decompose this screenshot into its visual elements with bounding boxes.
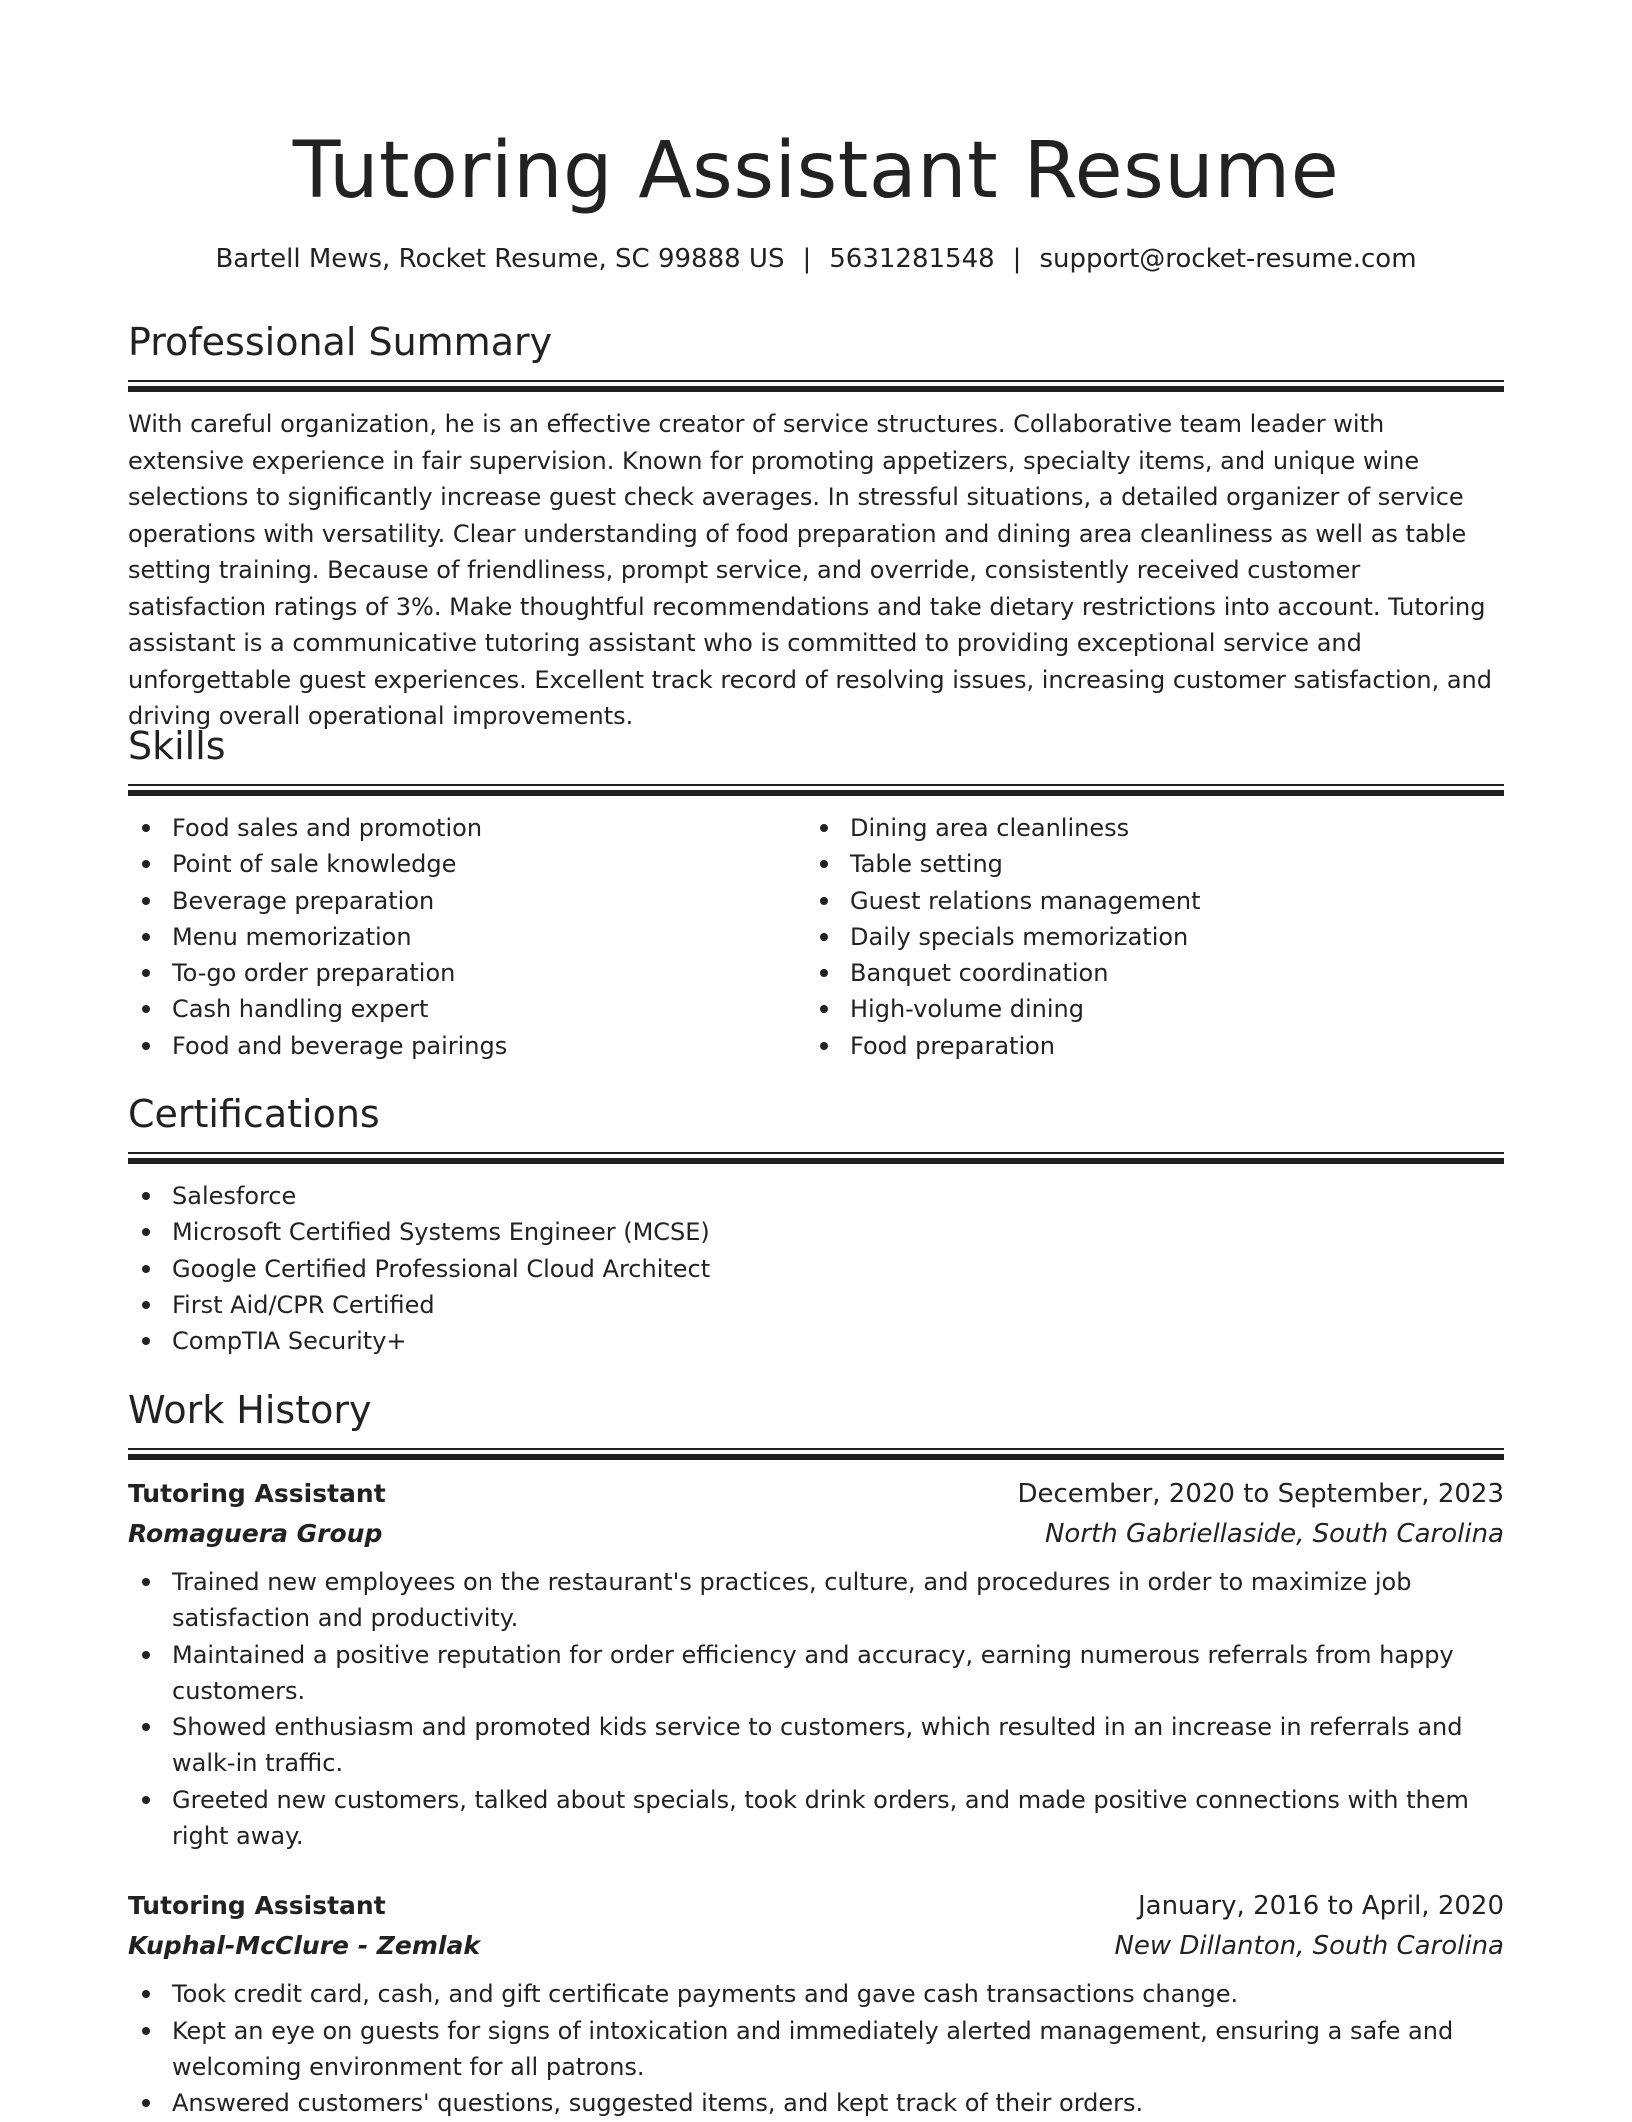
resume-title: Tutoring Assistant Resume bbox=[292, 126, 1340, 216]
job-dates: December, 2020 to September, 2023 bbox=[1017, 1479, 1504, 1509]
contact-phone[interactable]: 5631281548 bbox=[829, 244, 995, 274]
resume-page bbox=[128, 0, 1504, 2118]
skill-item: Food preparation bbox=[806, 1028, 1484, 1064]
job-duty-item: Took credit card, cash, and gift certificate payments and gave cash transactions change. bbox=[128, 1976, 1504, 2012]
certification-item: First Aid/CPR Certified bbox=[128, 1287, 1504, 1323]
job-subheader bbox=[128, 1514, 1504, 1554]
skill-item: To-go order preparation bbox=[128, 955, 806, 991]
skill-item: Beverage preparation bbox=[128, 883, 806, 919]
job-duties-list bbox=[128, 1976, 1504, 2121]
skills-section bbox=[128, 722, 1504, 1064]
job-duties-list bbox=[128, 1564, 1504, 1854]
contact-line bbox=[128, 242, 1504, 276]
contact-separator: | bbox=[802, 244, 812, 274]
certification-item: Google Certified Professional Cloud Architect bbox=[128, 1251, 1504, 1287]
skills-heading: Skills bbox=[128, 724, 226, 768]
job-title: Tutoring Assistant bbox=[128, 1891, 386, 1921]
contact-separator: | bbox=[1012, 244, 1022, 274]
skills-left-column bbox=[128, 810, 806, 1064]
summary-text: With careful organization, he is an effective creator of service structures. Collaborative team leader with extensive experience in fair supervision. Known for promoting appetizers, specialty items, and unique wine selections to significantly increase guest check averages. In stressful situations, a detailed organizer of service operations with versatility. Clear understanding of food preparation and dining area cleanliness as well as table setting training. Because of friendliness, prompt service, and override, consistently received customer satisfaction ratings of 3%. Make thoughtful recommendations and take dietary restrictions into account. Tutoring assistant is a communicative tutoring assistant who is committed to providing exceptional service and unforgettable guest experiences. Excellent track record of resolving issues, increasing customer satisfaction, and driving overall operational improvements. bbox=[128, 410, 1493, 730]
summary-heading: Professional Summary bbox=[128, 320, 553, 364]
job-dates: January, 2016 to April, 2020 bbox=[1137, 1891, 1504, 1922]
job-entry bbox=[128, 1474, 1504, 1854]
job-header bbox=[128, 1474, 1504, 1514]
section-divider bbox=[128, 1448, 1504, 1460]
job-location: New Dillanton, South Carolina bbox=[1114, 1931, 1504, 1962]
work-history-section bbox=[128, 1386, 1504, 2122]
job-title: Tutoring Assistant bbox=[128, 1479, 386, 1508]
summary-section bbox=[128, 318, 1504, 759]
section-divider bbox=[128, 380, 1504, 392]
skill-item: Table setting bbox=[806, 846, 1484, 882]
skill-item: Menu memorization bbox=[128, 919, 806, 955]
certification-item: Salesforce bbox=[128, 1178, 1504, 1214]
skill-item: Daily specials memorization bbox=[806, 919, 1484, 955]
job-location: North Gabriellaside, South Carolina bbox=[1044, 1519, 1504, 1549]
job-company: Romaguera Group bbox=[128, 1519, 383, 1548]
job-duty-item: Maintained a positive reputation for order efficiency and accuracy, earning numerous referrals from happy customers. bbox=[128, 1637, 1504, 1710]
certifications-section bbox=[128, 1090, 1504, 1359]
job-duty-item: Kept an eye on guests for signs of intoxication and immediately alerted management, ensuring a safe and welcoming environment for all patrons. bbox=[128, 2013, 1504, 2086]
skills-grid bbox=[128, 810, 1504, 1064]
work-history-heading: Work History bbox=[128, 1388, 372, 1432]
certification-item: Microsoft Certified Systems Engineer (MCSE) bbox=[128, 1214, 1504, 1250]
job-duty-item: Showed enthusiasm and promoted kids service to customers, which resulted in an increase in referrals and walk-in traffic. bbox=[128, 1709, 1504, 1782]
section-divider bbox=[128, 784, 1504, 796]
contact-address: Bartell Mews, Rocket Resume, SC 99888 US bbox=[215, 244, 785, 274]
skill-item: High-volume dining bbox=[806, 991, 1484, 1027]
certifications-heading: Certifications bbox=[128, 1092, 380, 1136]
certification-item: CompTIA Security+ bbox=[128, 1323, 1504, 1359]
job-duty-item: Trained new employees on the restaurant's practices, culture, and procedures in order to maximize job satisfaction and productivity. bbox=[128, 1564, 1504, 1637]
skill-item: Dining area cleanliness bbox=[806, 810, 1484, 846]
skill-item: Point of sale knowledge bbox=[128, 846, 806, 882]
skill-item: Food sales and promotion bbox=[128, 810, 806, 846]
job-company: Kuphal-McClure - Zemlak bbox=[128, 1931, 480, 1961]
section-divider bbox=[128, 1152, 1504, 1164]
skill-item: Banquet coordination bbox=[806, 955, 1484, 991]
skill-item: Cash handling expert bbox=[128, 991, 806, 1027]
skill-item: Food and beverage pairings bbox=[128, 1028, 806, 1064]
contact-email[interactable]: support@rocket-resume.com bbox=[1039, 244, 1417, 274]
job-header bbox=[128, 1886, 1504, 1926]
skills-right-column bbox=[806, 810, 1484, 1064]
job-entry bbox=[128, 1886, 1504, 2121]
job-duty-item: Greeted new customers, talked about specials, took drink orders, and made positive connections with them right away. bbox=[128, 1782, 1504, 1855]
job-duty-item: Answered customers' questions, suggested items, and kept track of their orders. bbox=[128, 2085, 1504, 2121]
certifications-list bbox=[128, 1178, 1504, 1359]
job-subheader bbox=[128, 1926, 1504, 1966]
skill-item: Guest relations management bbox=[806, 883, 1484, 919]
